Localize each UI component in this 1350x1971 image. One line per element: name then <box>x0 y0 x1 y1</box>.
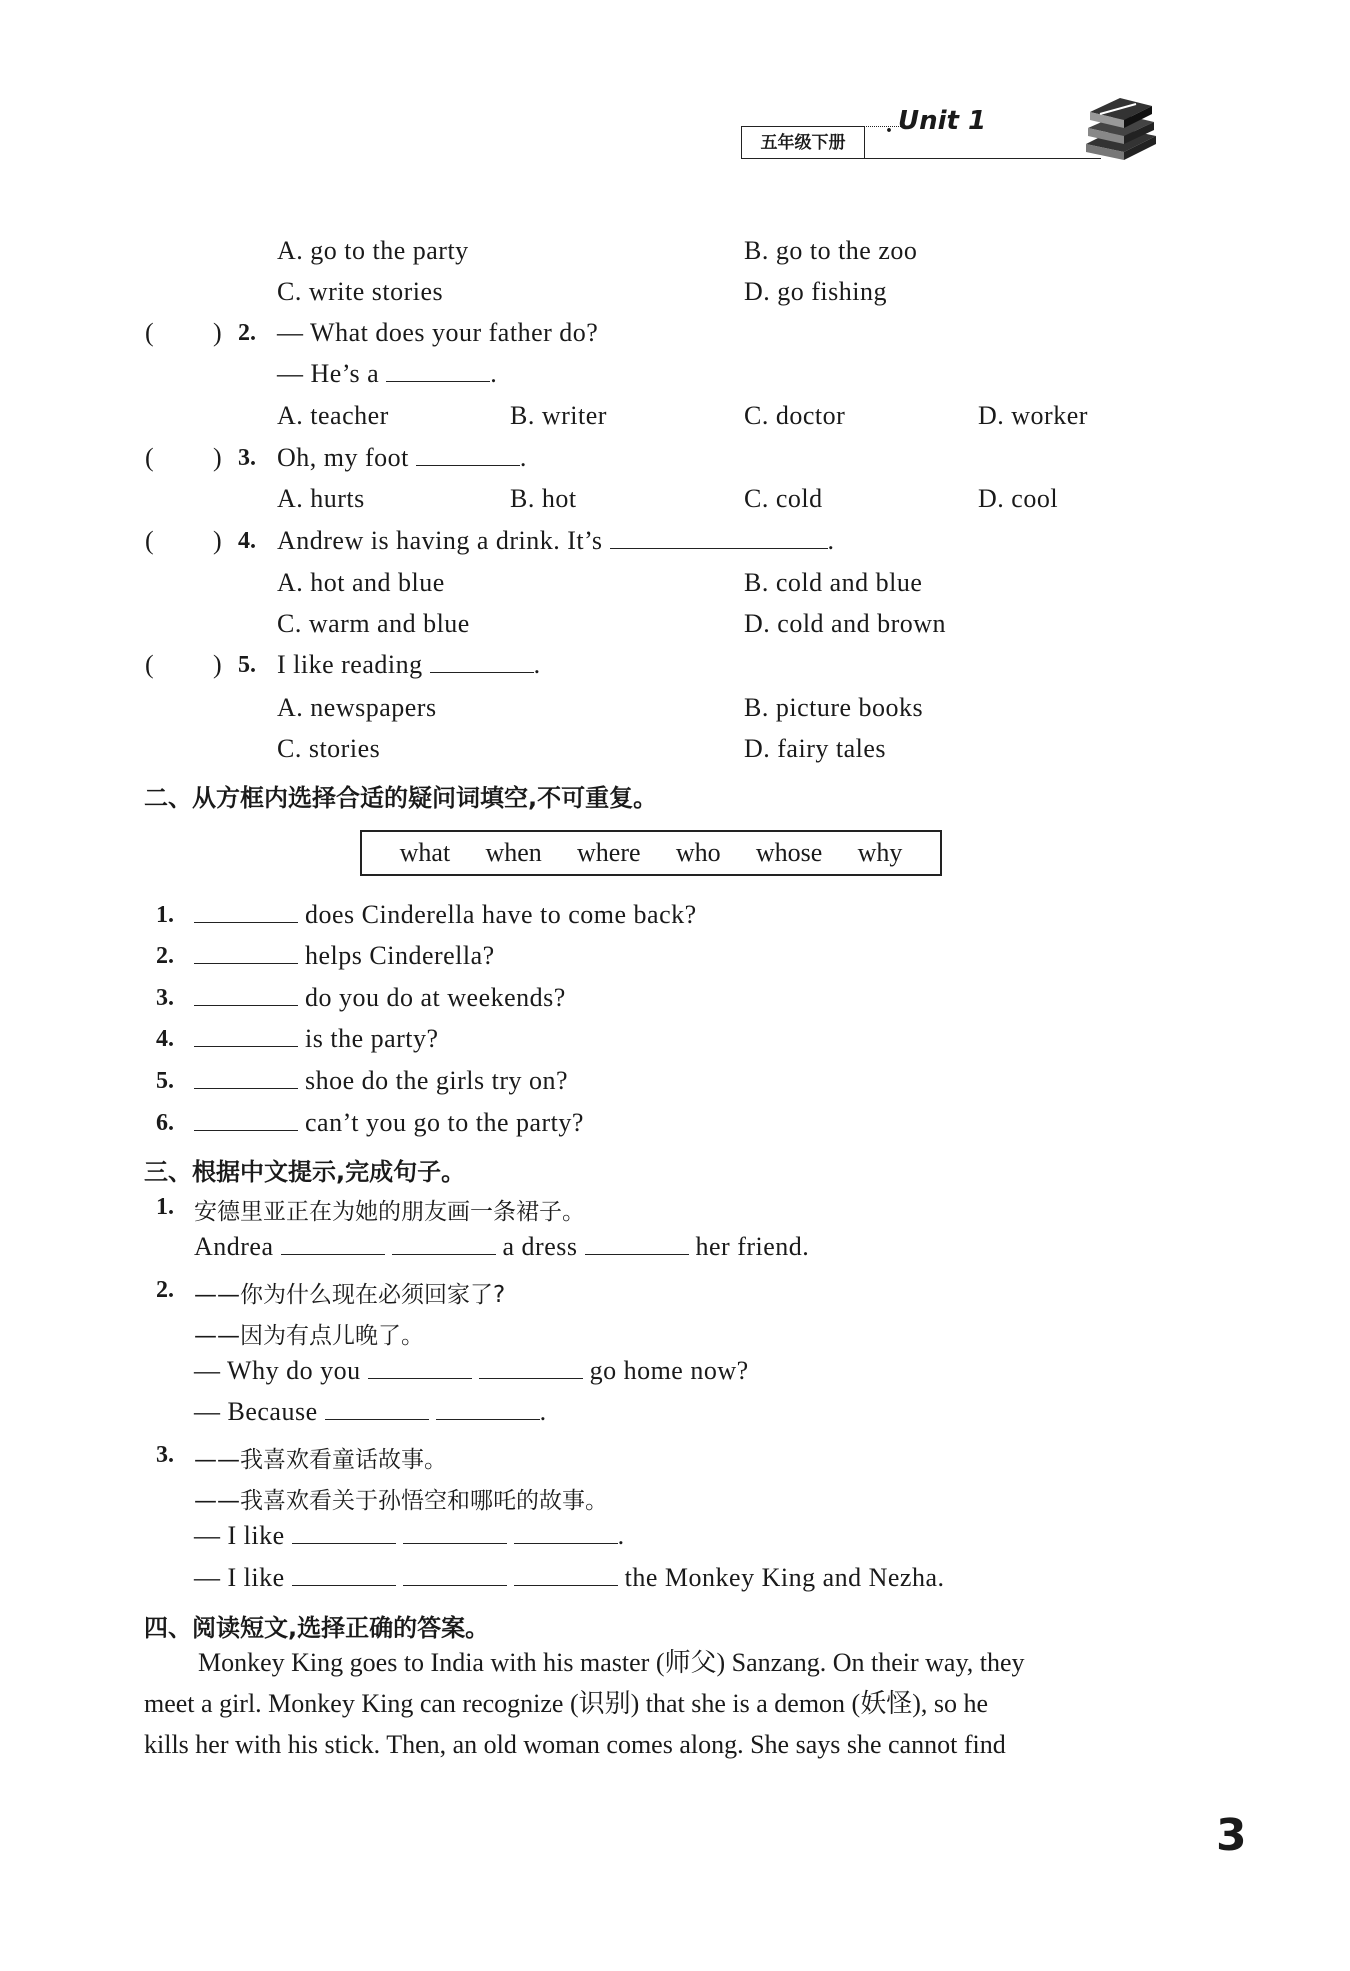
answer-blank[interactable] <box>479 1356 583 1379</box>
item-number: 5. <box>156 1068 174 1094</box>
q3-stem: Oh, my foot . <box>277 443 527 472</box>
section3-title: 三、根据中文提示,完成句子。 <box>144 1158 466 1186</box>
answer-blank[interactable] <box>403 1521 507 1544</box>
answer-paren-open: ( <box>145 318 154 347</box>
answer-blank[interactable] <box>430 650 534 673</box>
q4-option-b: B. cold and blue <box>744 568 923 597</box>
answer-paren-open: ( <box>145 650 154 679</box>
q1-option-a: A. go to the party <box>277 236 469 265</box>
chinese-prompt: ——你为什么现在必须回家了? <box>194 1282 506 1308</box>
word-bank-word: whose <box>755 838 823 867</box>
answer-blank[interactable] <box>436 1397 540 1420</box>
answer-blank[interactable] <box>194 983 298 1006</box>
word-bank-word: who <box>675 838 721 867</box>
word-bank-word: when <box>485 838 542 867</box>
section3-q3-sentence1: — I like . <box>194 1521 625 1550</box>
answer-blank[interactable] <box>416 443 520 466</box>
answer-blank[interactable] <box>194 941 298 964</box>
word-bank-word: why <box>857 838 903 867</box>
q5-stem: I like reading . <box>277 650 541 679</box>
q2-line2: — He’s a . <box>277 359 498 388</box>
answer-paren-open: ( <box>145 443 154 472</box>
item-number: 2. <box>156 943 174 969</box>
page-number: 3 <box>1216 1810 1247 1861</box>
answer-blank[interactable] <box>325 1397 429 1420</box>
chinese-prompt: ——因为有点儿晚了。 <box>194 1323 424 1349</box>
section3-q2-sentence2: — Because . <box>194 1397 547 1426</box>
answer-paren-close: ) <box>213 650 222 679</box>
stacked-books-icon <box>1080 92 1160 164</box>
q3-option-a: A. hurts <box>277 484 365 513</box>
q1-option-d: D. go fishing <box>744 277 887 306</box>
passage-line: Monkey King goes to India with his master (师父) Sanzang. On their way, they <box>198 1648 1025 1677</box>
q2-option-b: B. writer <box>510 401 607 430</box>
item-number: 4. <box>156 1026 174 1052</box>
answer-blank[interactable] <box>368 1356 472 1379</box>
header-dotted-line <box>863 126 903 127</box>
q3-option-c: C. cold <box>744 484 823 513</box>
section2-item: can’t you go to the party? <box>194 1108 584 1138</box>
answer-blank[interactable] <box>281 1232 385 1255</box>
section4-title: 四、阅读短文,选择正确的答案。 <box>144 1614 490 1642</box>
question-number: 5. <box>238 652 256 678</box>
answer-blank[interactable] <box>194 1066 298 1089</box>
section2-item: does Cinderella have to come back? <box>194 900 697 930</box>
question-number: 2. <box>238 320 256 346</box>
section3-q2-sentence1: — Why do you go home now? <box>194 1356 749 1385</box>
q3-option-d: D. cool <box>978 484 1059 513</box>
section2-title: 二、从方框内选择合适的疑问词填空,不可重复。 <box>144 784 658 812</box>
answer-paren-close: ) <box>213 443 222 472</box>
header-rule <box>741 158 1101 159</box>
q2-line1: — What does your father do? <box>277 318 599 347</box>
grade-label: 五年级下册 <box>741 126 865 159</box>
section2-item: do you do at weekends? <box>194 983 566 1013</box>
section2-item: helps Cinderella? <box>194 941 495 971</box>
q5-option-c: C. stories <box>277 734 381 763</box>
answer-blank[interactable] <box>194 1108 298 1131</box>
answer-paren-open: ( <box>145 526 154 555</box>
item-number: 3. <box>156 1442 174 1468</box>
passage-line: meet a girl. Monkey King can recognize (识别) that she is a demon (妖怪), so he <box>144 1689 989 1718</box>
question-number: 3. <box>238 445 256 471</box>
q4-stem: Andrew is having a drink. It’s . <box>277 526 835 555</box>
q5-option-d: D. fairy tales <box>744 734 887 763</box>
word-bank-word: what <box>399 838 451 867</box>
q2-option-d: D. worker <box>978 401 1088 430</box>
answer-blank[interactable] <box>292 1521 396 1544</box>
answer-blank[interactable] <box>514 1563 618 1586</box>
answer-paren-close: ) <box>213 526 222 555</box>
chinese-prompt: 安德里亚正在为她的朋友画一条裙子。 <box>194 1199 585 1225</box>
answer-blank[interactable] <box>292 1563 396 1586</box>
q2-option-c: C. doctor <box>744 401 846 430</box>
word-bank-word: where <box>577 838 641 867</box>
header-dot: . <box>886 112 892 138</box>
q1-option-c: C. write stories <box>277 277 444 306</box>
unit-label: Unit 1 <box>898 106 987 136</box>
section2-item: shoe do the girls try on? <box>194 1066 568 1096</box>
answer-blank[interactable] <box>585 1232 689 1255</box>
item-number: 2. <box>156 1277 174 1303</box>
q3-option-b: B. hot <box>510 484 577 513</box>
item-number: 3. <box>156 985 174 1011</box>
question-number: 4. <box>238 528 256 554</box>
q4-option-a: A. hot and blue <box>277 568 445 597</box>
answer-blank[interactable] <box>403 1563 507 1586</box>
section3-q1-sentence: Andrea a dress her friend. <box>194 1232 810 1261</box>
q5-option-a: A. newspapers <box>277 693 437 722</box>
item-number: 1. <box>156 902 174 928</box>
answer-blank[interactable] <box>392 1232 496 1255</box>
answer-blank[interactable] <box>514 1521 618 1544</box>
answer-blank[interactable] <box>610 526 828 549</box>
chinese-prompt: ——我喜欢看关于孙悟空和哪吒的故事。 <box>194 1488 608 1514</box>
item-number: 1. <box>156 1194 174 1220</box>
section2-item: is the party? <box>194 1024 439 1054</box>
chinese-prompt: ——我喜欢看童话故事。 <box>194 1447 447 1473</box>
section3-q3-sentence2: — I like the Monkey King and Nezha. <box>194 1563 945 1592</box>
q1-option-b: B. go to the zoo <box>744 236 918 265</box>
q4-option-d: D. cold and brown <box>744 609 947 638</box>
answer-blank[interactable] <box>386 359 490 382</box>
q2-option-a: A. teacher <box>277 401 389 430</box>
item-number: 6. <box>156 1110 174 1136</box>
answer-blank[interactable] <box>194 900 298 923</box>
answer-paren-close: ) <box>213 318 222 347</box>
passage-line: kills her with his stick. Then, an old woman comes along. She says she cannot find <box>144 1730 1006 1759</box>
word-bank-box <box>360 830 942 876</box>
q5-option-b: B. picture books <box>744 693 924 722</box>
reading-passage <box>144 1642 1164 1765</box>
q4-option-c: C. warm and blue <box>277 609 470 638</box>
answer-blank[interactable] <box>194 1024 298 1047</box>
